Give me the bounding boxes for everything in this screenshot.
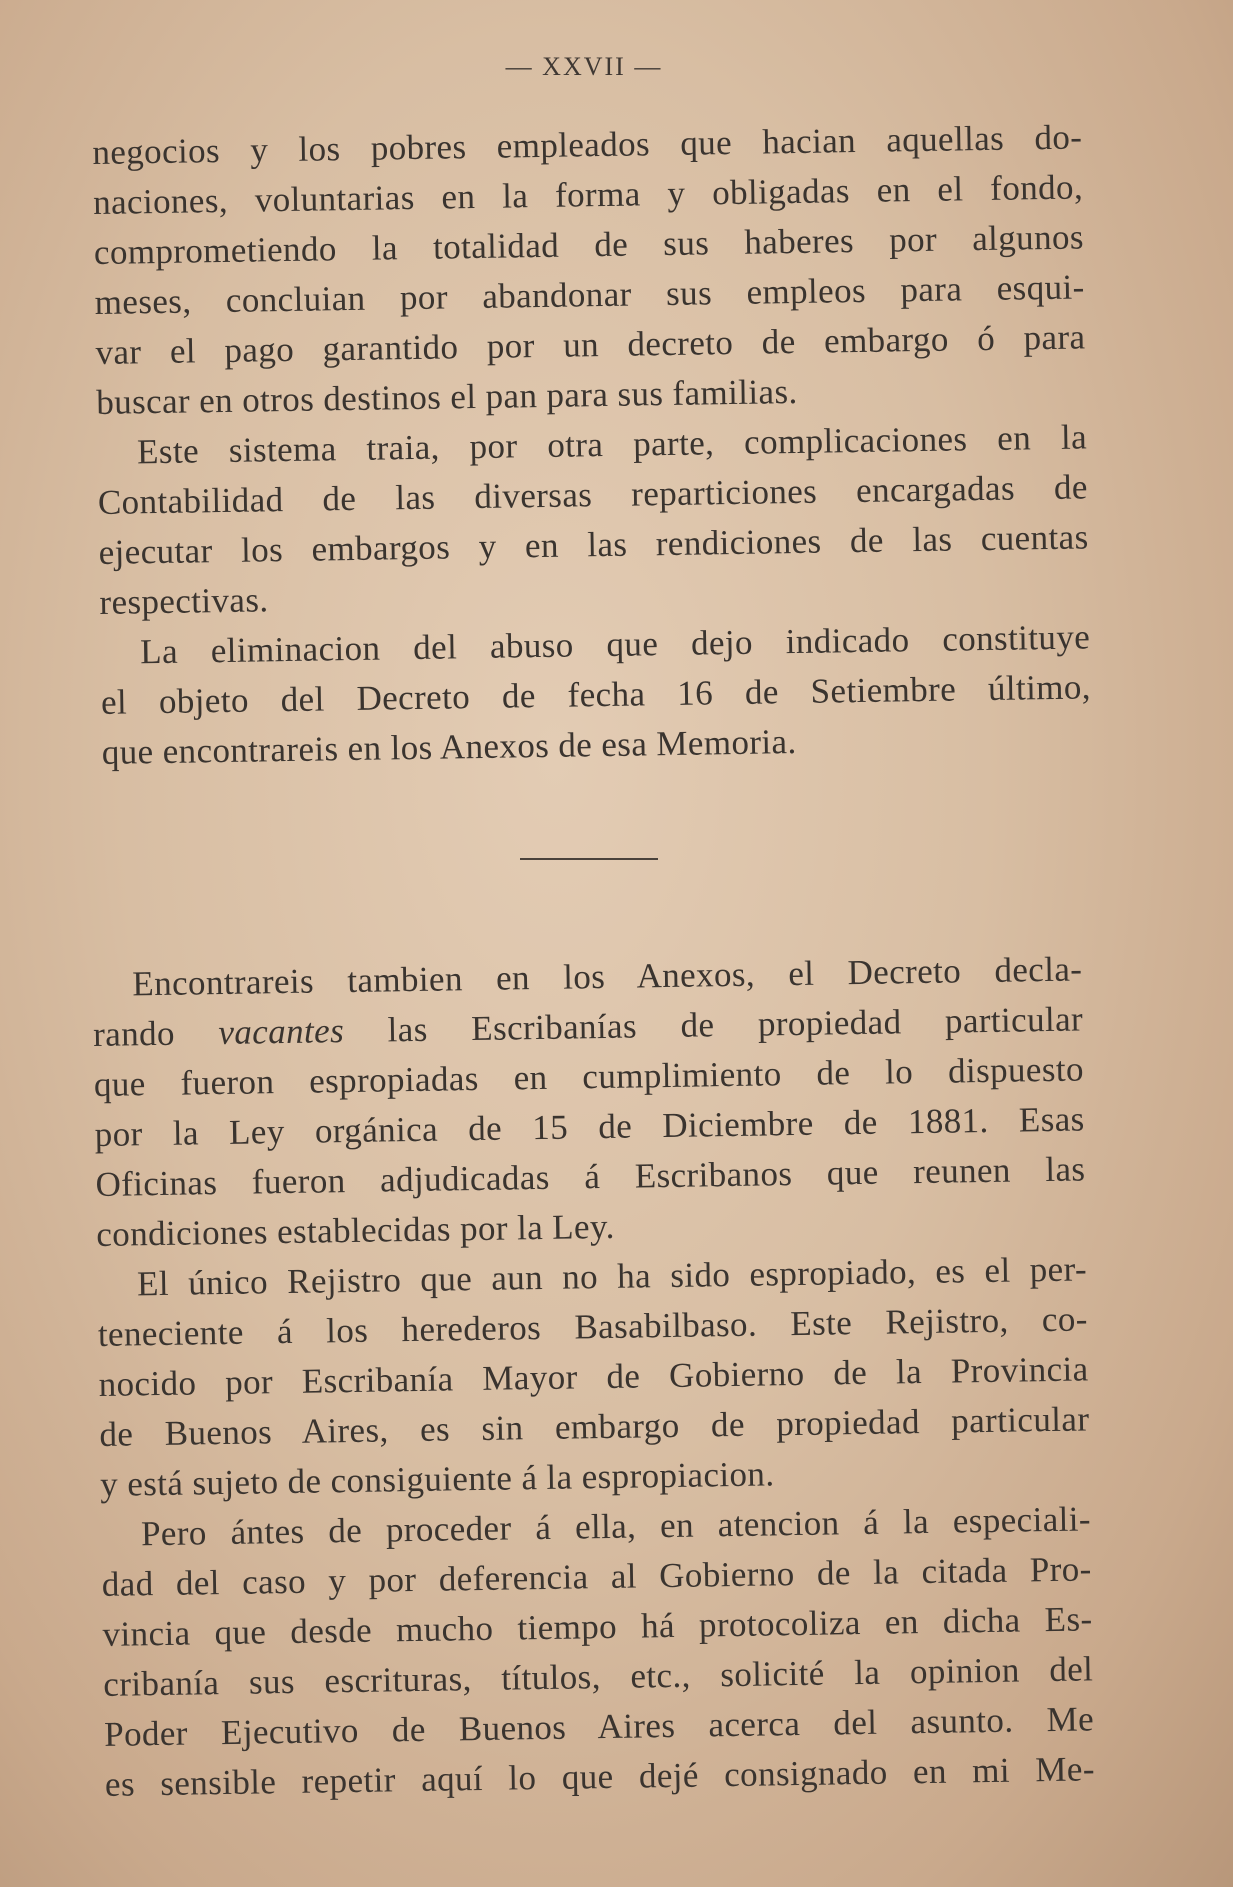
text-line: de Buenos Aires, es sin embargo de propiedad particular bbox=[99, 1399, 1090, 1454]
paragraph-start-line: Encontrareis tambien en los Anexos, el Decreto decla- bbox=[132, 949, 1083, 1004]
section-separator-rule bbox=[520, 858, 658, 860]
text-line: buscar en otros destinos el pan para sus familias. bbox=[96, 371, 798, 422]
text-line: var el pago garantido por un decreto de embargo ó para bbox=[95, 317, 1086, 372]
text-line: Poder Ejecutivo de Buenos Aires acerca del asunto. Me bbox=[103, 1699, 1095, 1754]
text-line: vincia que desde mucho tiempo há protocoliza en dicha Es- bbox=[102, 1599, 1093, 1654]
text-line: teneciente á los herederos Basabilbaso. Este Rejistro, co- bbox=[97, 1299, 1089, 1354]
text-line: meses, concluian por abandonar sus empleos para esqui- bbox=[94, 267, 1085, 322]
text-line: negocios y los pobres empleados que hacian aquellas do- bbox=[92, 117, 1083, 172]
text-line: por la Ley orgánica de 15 de Diciembre de 1881. Esas bbox=[94, 1099, 1085, 1154]
italic-word: vacantes bbox=[218, 1011, 345, 1053]
text-line: y está sujeto de consiguiente á la espropiacion. bbox=[99, 1454, 775, 1504]
paragraph-start-line: El único Rejistro que aun no ha sido espropiado, es el per- bbox=[136, 1249, 1088, 1304]
text-line: Contabilidad de las diversas reparticiones encargadas de bbox=[97, 467, 1089, 522]
text-line: respectivas. bbox=[99, 580, 269, 622]
text-line: comprometiendo la totalidad de sus haberes por algunos bbox=[93, 217, 1085, 272]
paragraph-start-line: Este sistema traia, por otra parte, complicaciones en la bbox=[136, 417, 1088, 472]
text-line: el objeto del Decreto de fecha 16 de Setiembre último, bbox=[100, 667, 1092, 722]
text-line: condiciones establecidas por la Ley. bbox=[96, 1206, 616, 1254]
text-fragment: rando bbox=[92, 1013, 219, 1054]
text-fragment: las Escribanías de propiedad particular bbox=[343, 999, 1084, 1051]
paragraph-start-line: La eliminacion del abuso que dejo indicado constituye bbox=[139, 617, 1091, 672]
text-block-bottom bbox=[92, 944, 1095, 1809]
text-line: dad del caso y por deferencia al Gobierno de la citada Pro- bbox=[101, 1549, 1092, 1604]
text-line: nocido por Escribanía Mayor de Gobierno de la Provincia bbox=[98, 1349, 1089, 1404]
page-number-header: — XXVII — bbox=[505, 52, 663, 81]
text-line: es sensible repetir aquí lo que dejé consignado en mi Me- bbox=[104, 1749, 1096, 1804]
text-line: que encontrareis en los Anexos de esa Memoria. bbox=[101, 722, 797, 772]
text-line: Oficinas fueron adjudicadas á Escribanos que reunen las bbox=[95, 1149, 1086, 1204]
text-line: cribanía sus escrituras, títulos, etc., solicité la opinion del bbox=[103, 1649, 1094, 1704]
text-line: ejecutar los embargos y en las rendiciones de las cuentas bbox=[98, 517, 1089, 572]
text-line: que fueron espropiadas en cumplimiento de lo dispuesto bbox=[93, 1049, 1085, 1104]
paragraph-start-line: Pero ántes de proceder á ella, en atencion á la especiali- bbox=[140, 1499, 1092, 1554]
text-block-top bbox=[92, 112, 1092, 777]
text-line: naciones, voluntarias en la forma y obligadas en el fondo, bbox=[92, 167, 1084, 222]
